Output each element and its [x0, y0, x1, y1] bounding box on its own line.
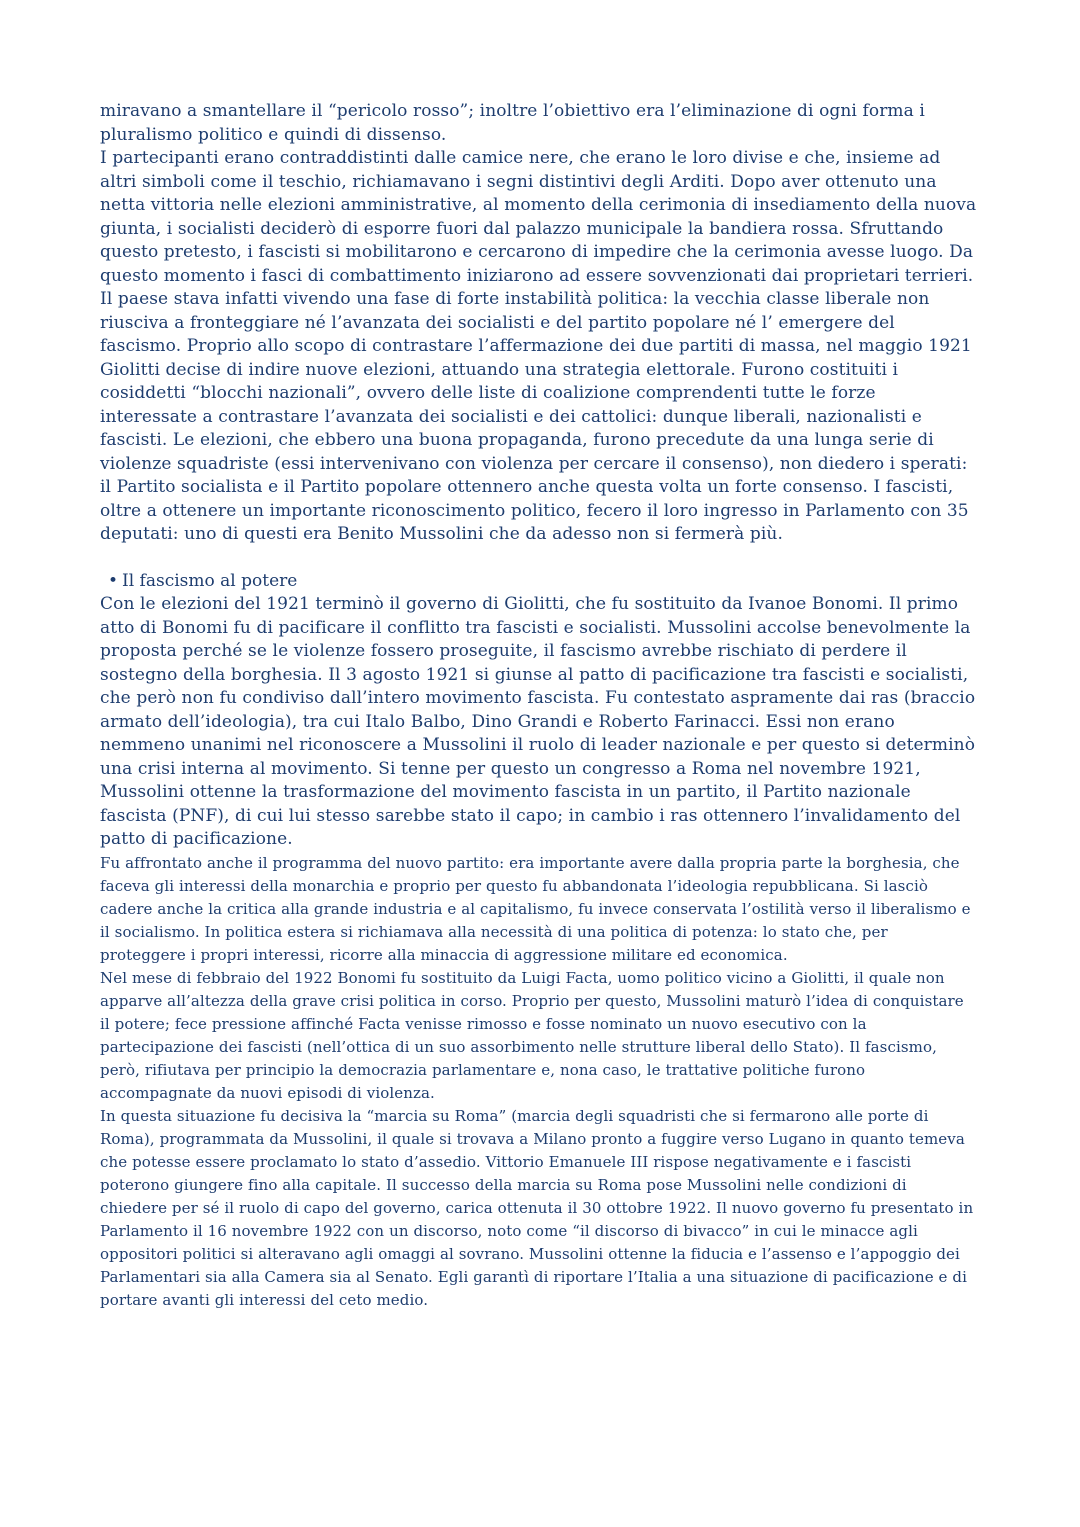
- bullet-icon: •: [108, 570, 119, 591]
- paragraph-partecipanti: I partecipanti erano contraddistinti dalle camice nere, che erano le loro divise e che, insieme ad altri simboli come il teschio, richiamavano i segni distintivi degli Arditi. Dopo aver ottenuto una netta vittoria nelle elezioni amministrative, al momento della cerimonia di insediamento della nuova giunta, i socialisti deciderò di esporre fuori dal palazzo municipale la bandiera rossa. Sfruttando questo pretesto, i fascisti si mobilitarono e cercarono di impedire che la cerimonia avesse luogo. Da questo momento i fasci di combattimento iniziarono ad essere sovvenzionati dai proprietari terrieri.: [100, 148, 977, 286]
- paragraph-febbraio-1922: Nel mese di febbraio del 1922 Bonomi fu sostituito da Luigi Facta, uomo politico vicino a Giolitti, il quale non apparve all’altezza della grave crisi politica in corso. Proprio per questo, Mussolini maturò l’idea di conquistare il potere; fece pressione affinché Facta venisse rimosso e fosse nominato un nuovo esecutivo con la partecipazione dei fascisti (nell’ottica di un suo assorbimento nelle strutture liberal dello Stato). Il fascismo, però, rifiutava per principio la democrazia parlamentare e, nona caso, le trattative politiche furono accompagnate da nuovi episodi di violenza.: [100, 968, 964, 1102]
- paragraph-instabilita-politica: Il paese stava infatti vivendo una fase di forte instabilità politica: la vecchia classe liberale non riusciva a fronteggiare né l’avanzata dei socialisti e del partito popolare né l’ emergere del fascismo. Proprio allo scopo di contrastare l’affermazione dei due partiti di massa, nel maggio 1921 Giolitti decise di indire nuove elezioni, attuando una strategia elettorale. Furono costituiti i cosiddetti “blocchi nazionali”, ovvero delle liste di coalizione comprendenti tutte le forze interessate a contrastare l’avanzata dei socialisti e dei cattolici: dunque liberali, nazionalisti e fascisti. Le elezioni, che ebbero una buona propaganda, furono precedute da una lunga serie di violenze squadriste (essi intervenivano con violenza per cercare il consenso), non diedero i sperati: il Partito socialista e il Partito popolare ottennero anche questa volta un forte consenso. I fascisti, oltre a ottenere un importante riconoscimento politico, fecero il loro ingresso in Parlamento con 35 deputati: uno di questi era Benito Mussolini che da adesso non si fermerà più.: [100, 289, 972, 544]
- paragraph-pericolo-rosso: miravano a smantellare il “pericolo rosso”; inoltre l’obiettivo era l’eliminazione di ogni forma i pluralismo politico e quindi di dissenso.: [100, 101, 925, 145]
- bullet-list-item: [100, 570, 978, 594]
- blank-line: [100, 547, 978, 570]
- paragraph-programma-partito: Fu affrontato anche il programma del nuovo partito: era importante avere dalla propria parte la borghesia, che faceva gli interessi della monarchia e proprio per questo fu abbandonata l’ideologia repubblicana. Si lasciò cadere anche la critica alla grande industria e al capitalismo, fu invece conservata l’ostilità verso il liberalismo e il socialismo. In politica estera si richiamava alla necessità di una politica di potenza: lo stato che, per proteggere i propri interessi, ricorre alla minaccia di aggressione militare ed economica.: [100, 853, 971, 964]
- paragraph-marcia-su-roma: In questa situazione fu decisiva la “marcia su Roma” (marcia degli squadristi che si fermarono alle porte di Roma), programmata da Mussolini, il quale si trovava a Milano pronto a fuggire verso Lugano in quanto temeva che potesse essere proclamato lo stato d’assedio. Vittorio Emanuele III rispose negativamente e i fascisti poterono giungere fino alla capitale. Il successo della marcia su Roma pose Mussolini nelle condizioni di chiedere per sé il ruolo di capo del governo, carica ottenuta il 30 ottobre 1922. Il nuovo governo fu presentato in Parlamento il 16 novembre 1922 con un discorso, noto come “il discorso di bivacco” in cui le minacce agli oppositori politici si alteravano agli omaggi al sovrano. Mussolini ottenne la fiducia e l’assenso e l’appoggio dei Parlamentari sia alla Camera sia al Senato. Egli garantì di riportare l’Italia a una situazione di pacificazione e di portare avanti gli interessi del ceto medio.: [100, 1106, 974, 1309]
- paragraph-fascismo-al-potere: Con le elezioni del 1921 terminò il governo di Giolitti, che fu sostituito da Ivanoe Bonomi. Il primo atto di Bonomi fu di pacificare il conflitto tra fascisti e socialisti. Mussolini accolse benevolmente la proposta perché se le violenze fossero proseguite, il fascismo avrebbe rischiato di perdere il sostegno della borghesia. Il 3 agosto 1921 si giunse al patto di pacificazione tra fascisti e socialisti, che però non fu condiviso dall’intero movimento fascista. Fu contestato aspramente dai ras (braccio armato dell’ideologia), tra cui Italo Balbo, Dino Grandi e Roberto Farinacci. Essi non erano nemmeno unanimi nel riconoscere a Mussolini il ruolo di leader nazionale e per questo si determinò una crisi interna al movimento. Si tenne per questo un congresso a Roma nel novembre 1921, Mussolini ottenne la trasformazione del movimento fascista in un partito, il Partito nazionale fascista (PNF), di cui lui stesso sarebbe stato il capo; in cambio i ras ottennero l’invalidamento del patto di pacificazione.: [100, 594, 976, 849]
- bullet-item-label: Il fascismo al potere: [122, 570, 298, 591]
